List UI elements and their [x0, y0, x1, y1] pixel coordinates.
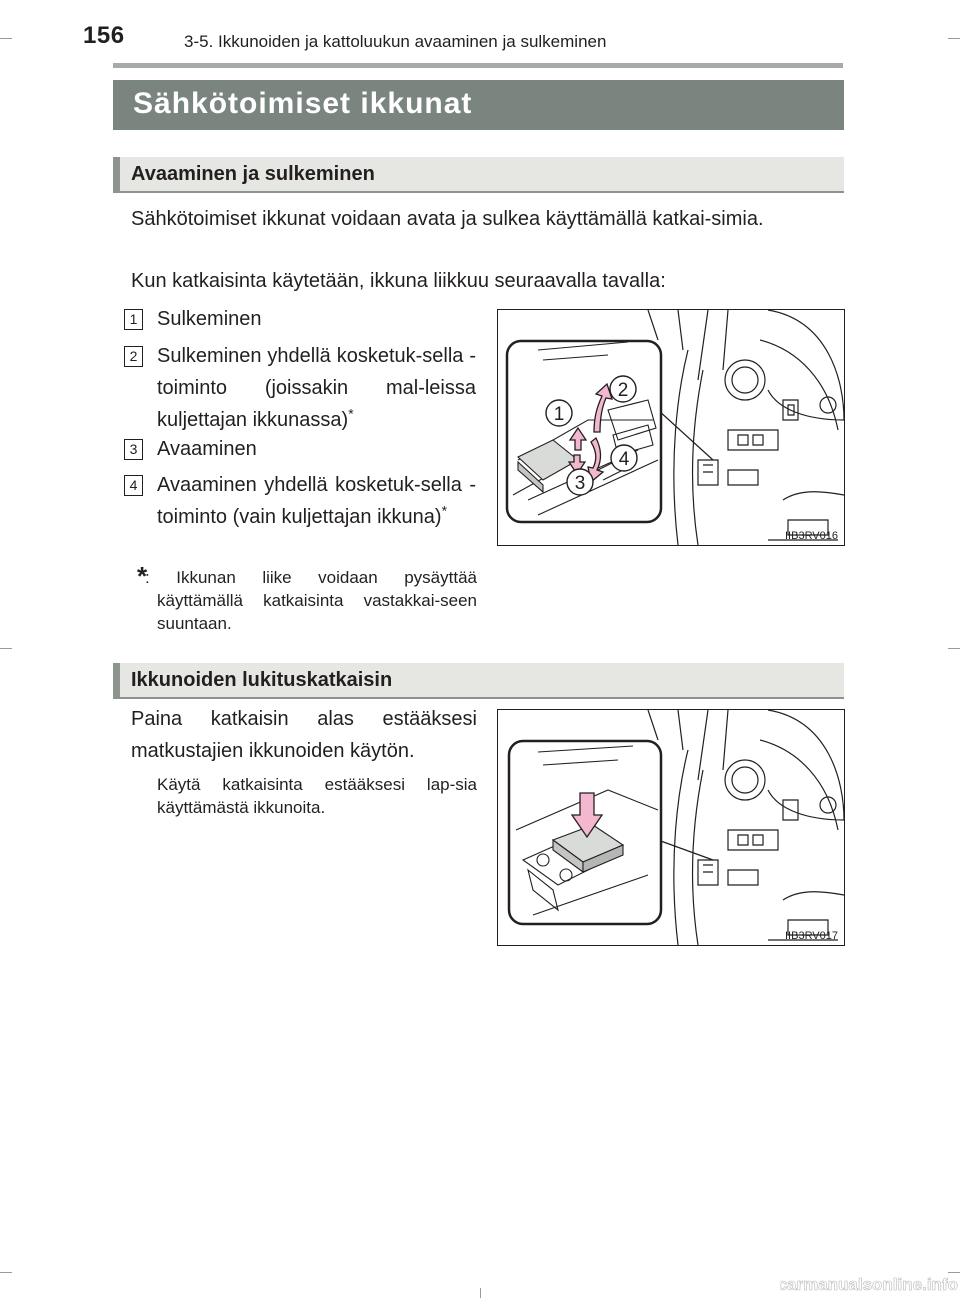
- crop-mark: [480, 1288, 481, 1298]
- section-heading-bar: [113, 663, 844, 699]
- watermark-logo: [780, 1268, 960, 1298]
- callout-number: 3: [574, 473, 586, 494]
- footnote-star: *: [137, 561, 148, 591]
- body-paragraph: Paina katkaisin alas estääksesi matkustajien ikkunoiden käytön.: [131, 708, 477, 762]
- section-heading-marker: [113, 157, 120, 191]
- item-text: [157, 340, 476, 436]
- crop-mark: [0, 1272, 12, 1273]
- svg-text:carmanualsonline.info: carmanualsonline.info: [780, 1275, 958, 1294]
- page-title-bar: [113, 80, 844, 130]
- item-text-body: Sulkeminen yhdellä kosketuk-sella -toiminto (joissakin mal-leissa kuljettajan ikkunassa): [157, 345, 476, 431]
- item-text-body: Avaaminen yhdellä kosketuk-sella -toiminto (vain kuljettajan ikkuna): [157, 474, 476, 528]
- callout-number: 2: [617, 380, 629, 401]
- footnote-mark: *: [348, 405, 354, 422]
- crop-mark: [0, 648, 12, 649]
- watermark-graphic: [780, 1268, 960, 1298]
- item-number: 1: [124, 309, 143, 330]
- running-head: 3-5. Ikkunoiden ja kattoluukun avaaminen ja sulkeminen: [184, 32, 607, 51]
- intro-paragraph: Sähkötoimiset ikkunat voidaan avata ja sulkea käyttämällä katkai-simia.: [131, 208, 764, 230]
- crop-mark: [948, 648, 960, 649]
- callout-number: 4: [618, 449, 630, 470]
- crop-mark: [948, 38, 960, 39]
- section-heading-marker: [113, 663, 120, 697]
- item-text: Sulkeminen: [157, 308, 262, 330]
- item-text: [157, 469, 476, 533]
- page-title: Sähkötoimiset ikkunat: [133, 87, 473, 120]
- callout-number: 1: [553, 404, 565, 425]
- small-paragraph: Käytä katkaisinta estääksesi lap-sia käyttämästä ikkunoita.: [157, 775, 477, 817]
- section-heading: Avaaminen ja sulkeminen: [131, 163, 375, 185]
- page-number: 156: [83, 22, 125, 49]
- lock-switch-figure: [497, 709, 845, 946]
- item-text: Avaaminen: [157, 438, 257, 460]
- intro-paragraph: Kun katkaisinta käytetään, ikkuna liikkuu seuraavalla tavalla:: [131, 270, 666, 292]
- item-number: 3: [124, 439, 143, 460]
- section-heading: Ikkunoiden lukituskatkaisin: [131, 669, 393, 691]
- window-switch-figure: [497, 309, 845, 546]
- item-number: 2: [124, 346, 143, 367]
- header-rule: [113, 63, 843, 68]
- footnote-mark: *: [441, 502, 448, 519]
- crop-mark: [0, 38, 12, 39]
- figure-code: IIB3RV016: [785, 530, 839, 542]
- figure-code: IIB3RV017: [785, 930, 839, 942]
- lock-switch-illustration: [498, 710, 844, 945]
- section-heading-bar: [113, 157, 844, 193]
- footnote-text: : Ikkunan liike voidaan pysäyttää käyttämällä katkaisinta vastakkai-seen suuntaan.: [145, 568, 477, 633]
- window-switch-illustration: [498, 310, 844, 545]
- item-number: 4: [124, 475, 143, 496]
